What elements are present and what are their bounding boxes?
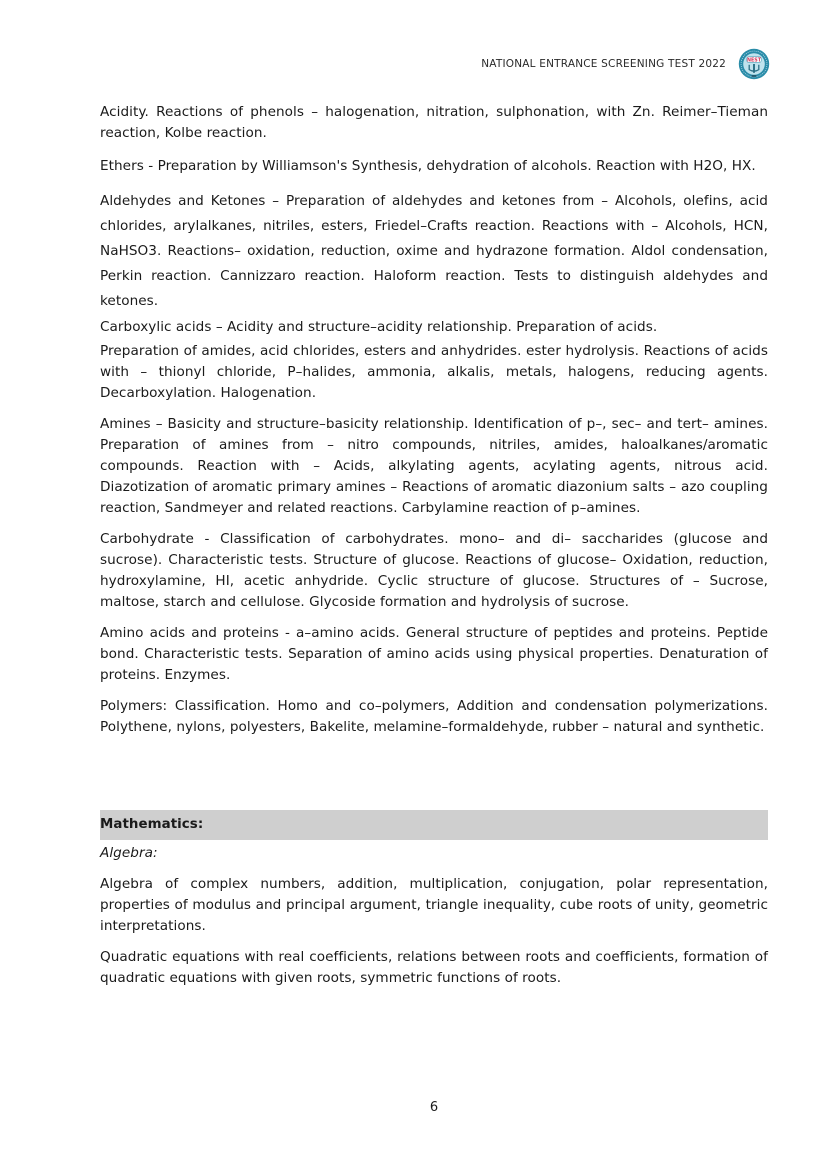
paragraph-acid-derivatives: Preparation of amides, acid chlorides, esters and anhydrides. ester hydrolysis. Reactions of acids with – thionyl chloride, P–halides, ammonia, alkalis, metals, halogens, reducing agents. Decarboxylation. Halogenation. <box>100 343 768 401</box>
paragraph-quadratic-equations: Quadratic equations with real coefficients, relations between roots and coefficients, formation of quadratic equations with given roots, symmetric functions of roots. <box>100 949 768 986</box>
svg-text:NEST: NEST <box>746 58 762 64</box>
page-number: 6 <box>429 1100 439 1115</box>
paragraph-complex-numbers: Algebra of complex numbers, addition, multiplication, conjugation, polar representation, properties of modulus and principal argument, triangle inequality, cube roots of unity, geometric interpretations. <box>100 876 768 934</box>
paragraph-carbohydrate: Carbohydrate - Classification of carbohydrates. mono– and di– saccharides (glucose and sucrose). Characteristic tests. Structure of glucose. Reactions of glucose– Oxidation, reduction, hydroxylamine, HI, acetic anhydride. Cyclic structure of glucose. Structures of – Sucrose, maltose, starch and cellulose. Glycoside formation and hydrolysis of sucrose. <box>100 531 768 610</box>
page-header <box>481 48 770 80</box>
subheading-algebra: Algebra: <box>100 845 158 861</box>
paragraph-polymers: Polymers: Classification. Homo and co–polymers, Addition and condensation polymerizations. Polythene, nylons, polyesters, Bakelite, melamine–formaldehyde, rubber – natural and synthetic. <box>100 698 768 735</box>
paragraph-amino-acids: Amino acids and proteins - a–amino acids. General structure of peptides and proteins. Peptide bond. Characteristic tests. Separation of amino acids using physical properties. Denaturation of proteins. Enzymes. <box>100 625 768 683</box>
section-spacer <box>100 748 768 810</box>
paragraph-ethers: Ethers - Preparation by Williamson's Synthesis, dehydration of alcohols. Reaction with H2O, HX. <box>100 158 756 174</box>
document-body <box>100 102 768 999</box>
nest-logo-icon <box>738 48 770 80</box>
paragraph-carboxylic-acids: Carboxylic acids – Acidity and structure–acidity relationship. Preparation of acids. <box>100 319 658 335</box>
paragraph-amines: Amines – Basicity and structure–basicity relationship. Identification of p–, sec– and tert– amines. Preparation of amines from – nitro compounds, nitriles, amides, haloalkanes/aromatic compounds. Reaction with – Acids, alkylating agents, acylating agents, nitrous acid. Diazotization of aromatic primary amines – Reactions of aromatic diazonium salts – azo coupling reaction, Sandmeyer and related reactions. Carbylamine reaction of p–amines. <box>100 416 768 516</box>
section-heading-mathematics: Mathematics: <box>100 810 768 840</box>
paragraph-phenols: Acidity. Reactions of phenols – halogenation, nitration, sulphonation, with Zn. Reimer–Tieman reaction, Kolbe reaction. <box>100 104 768 141</box>
paragraph-aldehydes-ketones: Aldehydes and Ketones – Preparation of aldehydes and ketones from – Alcohols, olefins, acid chlorides, arylalkanes, nitriles, esters, Friedel–Crafts reaction. Reactions with – Alcohols, HCN, NaHSO3. Reactions– oxidation, reduction, oxime and hydrazone formation. Aldol condensation, Perkin reaction. Cannizzaro reaction. Haloform reaction. Tests to distinguish aldehydes and ketones. <box>100 193 768 309</box>
header-title: NATIONAL ENTRANCE SCREENING TEST 2022 <box>481 58 726 70</box>
